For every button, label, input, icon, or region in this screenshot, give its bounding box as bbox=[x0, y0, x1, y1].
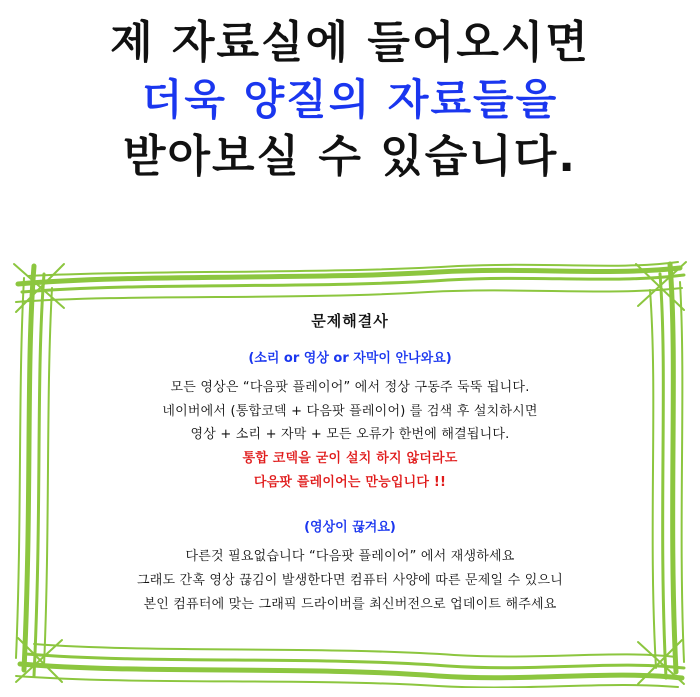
section-2-line-1: 다른것 필요없습니다 “다음팟 플레이어” 에서 재생하세요 bbox=[185, 549, 515, 565]
document-title: 문제해결사 bbox=[311, 312, 389, 330]
document-body bbox=[60, 310, 640, 616]
section-spacer bbox=[60, 494, 640, 512]
section-1-line-4: 통합 코덱을 굳이 설치 하지 않더라도 bbox=[242, 450, 458, 466]
section-1-line-3: 영상 + 소리 + 자막 + 모든 오류가 한번에 해결됩니다. bbox=[190, 427, 510, 443]
headline-line-1: 제 자료실에 들어오시면 bbox=[110, 17, 590, 68]
section-2-line-2: 그래도 간혹 영상 끊김이 발생한다면 컴퓨터 사양에 따른 문제일 수 있으니 bbox=[136, 572, 564, 588]
section-1-line-2: 네이버에서 (통합코덱 + 다음팟 플레이어) 를 검색 후 설치하시면 bbox=[162, 403, 538, 419]
section-1-line-1: 모든 영상은 “다음팟 플레이어” 에서 정상 구동주 둑뚝 됩니다. bbox=[170, 380, 530, 395]
section-heading-1: (소리 or 영상 or 자막이 안나와요) bbox=[248, 351, 452, 366]
section-1-line-5: 다음팟 플레이어는 만능입니다 !! bbox=[253, 474, 447, 490]
section-heading-2: (영상이 끊겨요) bbox=[304, 520, 396, 536]
section-2-line-3: 본인 컴퓨터에 맞는 그래픽 드라이버를 최신버전으로 업데이트 해주세요 bbox=[143, 596, 557, 612]
headline-block bbox=[0, 14, 700, 186]
headline-line-3: 받아보실 수 있습니다. bbox=[123, 130, 577, 182]
headline-line-2: 더욱 양질의 자료들을 bbox=[141, 75, 559, 125]
